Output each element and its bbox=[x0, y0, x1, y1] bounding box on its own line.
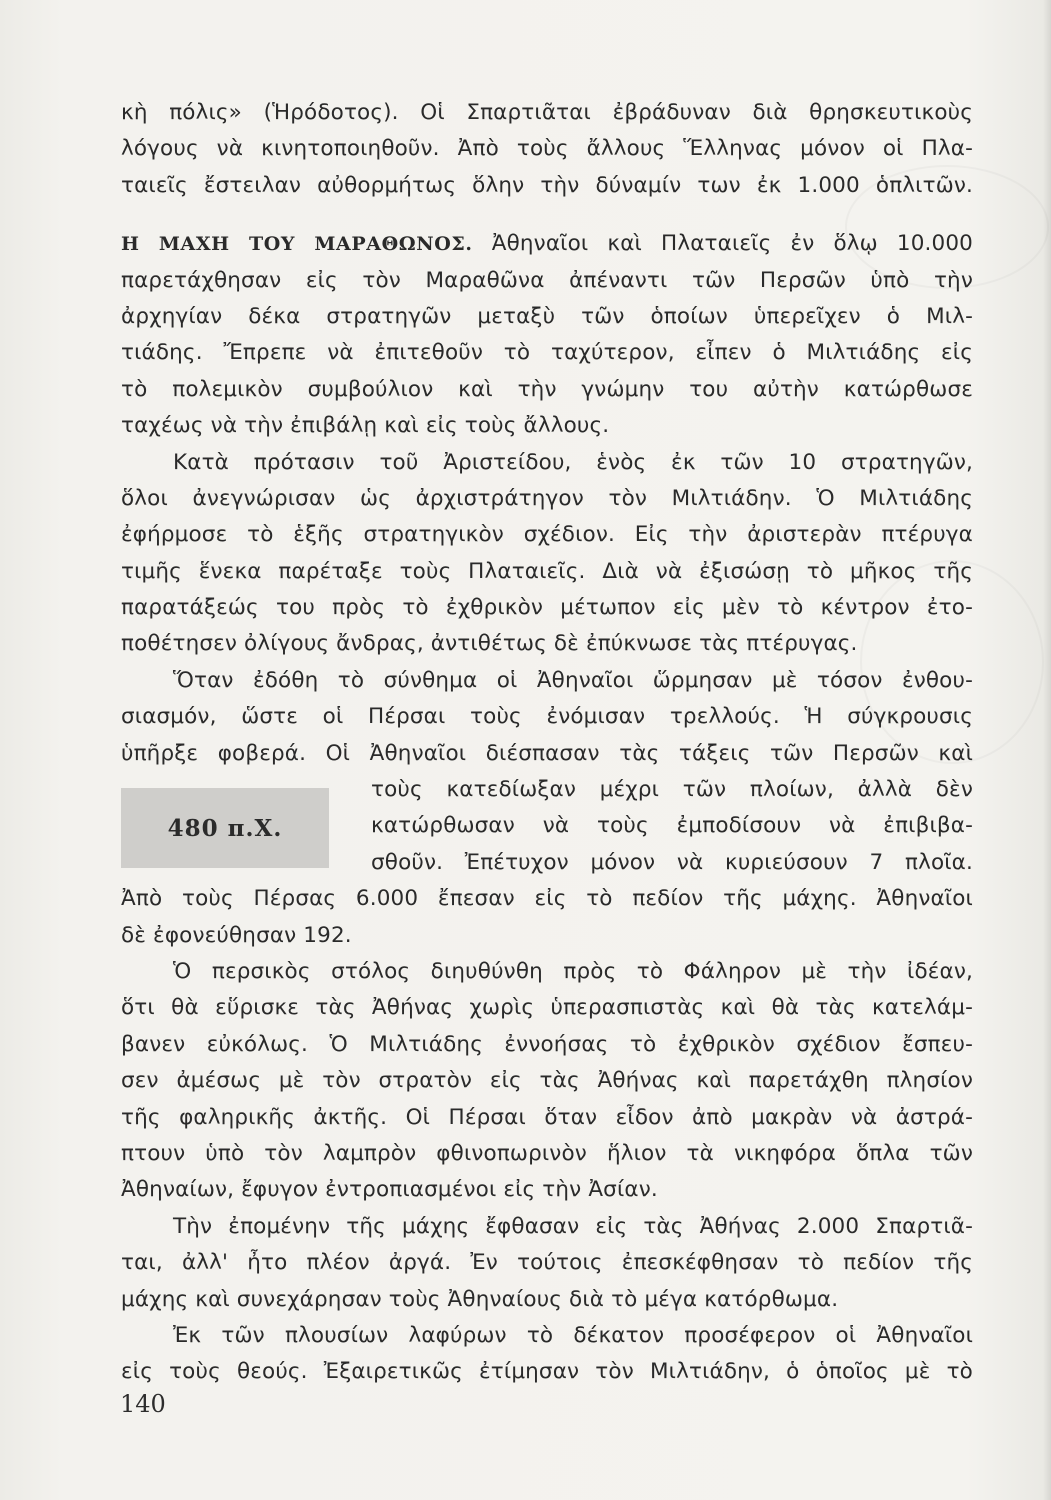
text-line: ἐφήρμοσε τὸ ἑξῆς στρατηγικὸν σχέδιον. Εἰς τὴν ἀριστερὰν πτέρυγα bbox=[121, 522, 973, 548]
text-line: εἰς τοὺς θεούς. Ἐξαιρετικῶς ἐτίμησαν τὸν Μιλτιάδην, ὁ ὁποῖος μὲ τὸ bbox=[121, 1359, 973, 1385]
text-line: Ἐκ τῶν πλουσίων λαφύρων τὸ δέκατον προσέφερον οἱ Ἀθηναῖοι bbox=[173, 1322, 973, 1348]
text-line: μάχης καὶ συνεχάρησαν τοὺς Ἀθηναίους διὰ τὸ μέγα κατόρθωμα. bbox=[121, 1286, 839, 1312]
text-line: δὲ ἐφονεύθησαν 192. bbox=[121, 922, 352, 948]
date-marginal-box bbox=[121, 788, 329, 868]
date-label: 480 π.Χ. bbox=[167, 814, 283, 842]
text-line: ὅλοι ἀνεγνώρισαν ὡς ἀρχιστράτηγον τὸν Μιλτιάδην. Ὁ Μιλτιάδης bbox=[121, 485, 973, 511]
text-line: ὅτι θὰ εὕρισκε τὰς Ἀθήνας χωρὶς ὑπερασπιστὰς καὶ θὰ τὰς κατελάμ- bbox=[121, 995, 973, 1021]
section-heading: Η ΜΑΧΗ ΤΟΥ ΜΑΡΑΘΩΝΟΣ. bbox=[121, 233, 473, 256]
text-line: ὑπῆρξε φοβερά. Οἱ Ἀθηναῖοι διέσπασαν τὰς τάξεις τῶν Περσῶν καὶ bbox=[121, 740, 973, 766]
section-first-line bbox=[121, 226, 973, 262]
text-line: Ὁ περσικὸς στόλος διηυθύνθη πρὸς τὸ Φάληρον μὲ τὴν ἰδέαν, bbox=[173, 958, 973, 984]
text-line: παρετάχθησαν εἰς τὸν Μαραθῶνα ἀπέναντι τῶν Περσῶν ὑπὸ τὴν bbox=[121, 267, 973, 293]
text-line: ἀρχηγίαν δέκα στρατηγῶν μεταξὺ τῶν ὁποίων ὑπερεῖχεν ὁ Μιλ- bbox=[121, 303, 973, 329]
text-line: κατώρθωσαν νὰ τοὺς ἐμποδίσουν νὰ ἐπιβιβα- bbox=[371, 813, 973, 839]
text-line: σθοῦν. Ἐπέτυχον μόνον νὰ κυριεύσουν 7 πλοῖα. bbox=[371, 849, 973, 875]
text-line: ποθέτησεν ὀλίγους ἄνδρας, ἀντιθέτως δὲ ἐπύκνωσε τὰς πτέρυγας. bbox=[121, 631, 858, 657]
text-line: Ἀθηναίων, ἔφυγον ἐντροπιασμένοι εἰς τὴν Ἀσίαν. bbox=[121, 1177, 658, 1203]
text-line: παρατάξεώς του πρὸς τὸ ἐχθρικὸν μέτωπον εἰς μὲν τὸ κέντρον ἐτο- bbox=[121, 595, 973, 621]
page-number: 140 bbox=[120, 1390, 166, 1418]
text-line: τοὺς κατεδίωξαν μέχρι τῶν πλοίων, ἀλλὰ δὲν bbox=[371, 777, 973, 803]
text-line: σεν ἀμέσως μὲ τὸν στρατὸν εἰς τὰς Ἀθήνας καὶ παρετάχθη πλησίον bbox=[121, 1068, 973, 1094]
text-line: Κατὰ πρότασιν τοῦ Ἀριστείδου, ἑνὸς ἐκ τῶν 10 στρατηγῶν, bbox=[173, 449, 973, 475]
page-edge-shadow bbox=[1043, 0, 1051, 1500]
text-line: λόγους νὰ κινητοποιηθοῦν. Ἀπὸ τοὺς ἄλλους Ἕλληνας μόνον οἱ Πλα- bbox=[121, 136, 973, 162]
text-line: Ὅταν ἐδόθη τὸ σύνθημα οἱ Ἀθηναῖοι ὥρμησαν μὲ τόσον ἐνθου- bbox=[173, 667, 973, 693]
text-line: Ἀπὸ τοὺς Πέρσας 6.000 ἔπεσαν εἰς τὸ πεδίον τῆς μάχης. Ἀθηναῖοι bbox=[121, 886, 973, 912]
text-line: βανεν εὐκόλως. Ὁ Μιλτιάδης ἐννοήσας τὸ ἐχθρικὸν σχέδιον ἔσπευ- bbox=[121, 1031, 973, 1057]
text-line: κὴ πόλις» (Ἡρόδοτος). Οἱ Σπαρτιᾶται ἐβράδυναν διὰ θρησκευτικοὺς bbox=[121, 100, 973, 125]
text-line: τιάδης. Ἔπρεπε νὰ ἐπιτεθοῦν τὸ ταχύτερον, εἶπεν ὁ Μιλτιάδης εἰς bbox=[121, 340, 973, 366]
text-line: ταχέως νὰ τὴν ἐπιβάλῃ καὶ εἰς τοὺς ἄλλους. bbox=[121, 413, 610, 439]
text-line: ταιεῖς ἔστειλαν αὐθορμήτως ὅλην τὴν δύναμίν των ἐκ 1.000 ὁπλιτῶν. bbox=[121, 172, 973, 198]
body-text bbox=[121, 95, 973, 1391]
text-line: Ἀθηναῖοι καὶ Πλαταιεῖς ἐν ὅλῳ 10.000 bbox=[491, 231, 973, 257]
text-line: Τὴν ἐπομένην τῆς μάχης ἔφθασαν εἰς τὰς Ἀθήνας 2.000 Σπαρτιᾶ- bbox=[173, 1213, 973, 1239]
text-line: τῆς φαληρικῆς ἀκτῆς. Οἱ Πέρσαι ὅταν εἶδον ἀπὸ μακρὰν νὰ ἀστρά- bbox=[121, 1104, 973, 1130]
text-line: τιμῆς ἕνεκα παρέταξε τοὺς Πλαταιεῖς. Διὰ νὰ ἐξισώσῃ τὸ μῆκος τῆς bbox=[121, 558, 973, 584]
text-line: σιασμόν, ὥστε οἱ Πέρσαι τοὺς ἐνόμισαν τρελλούς. Ἡ σύγκρουσις bbox=[121, 704, 973, 730]
text-line: πτουν ὑπὸ τὸν λαμπρὸν φθινοπωρινὸν ἥλιον τὰ νικηφόρα ὅπλα τῶν bbox=[121, 1140, 973, 1166]
text-line: τὸ πολεμικὸν συμβούλιον καὶ τὴν γνώμην του αὐτὴν κατώρθωσε bbox=[121, 376, 973, 402]
text-line: ται, ἀλλ' ἦτο πλέον ἀργά. Ἐν τούτοις ἐπεσκέφθησαν τὸ πεδίον τῆς bbox=[121, 1250, 973, 1276]
